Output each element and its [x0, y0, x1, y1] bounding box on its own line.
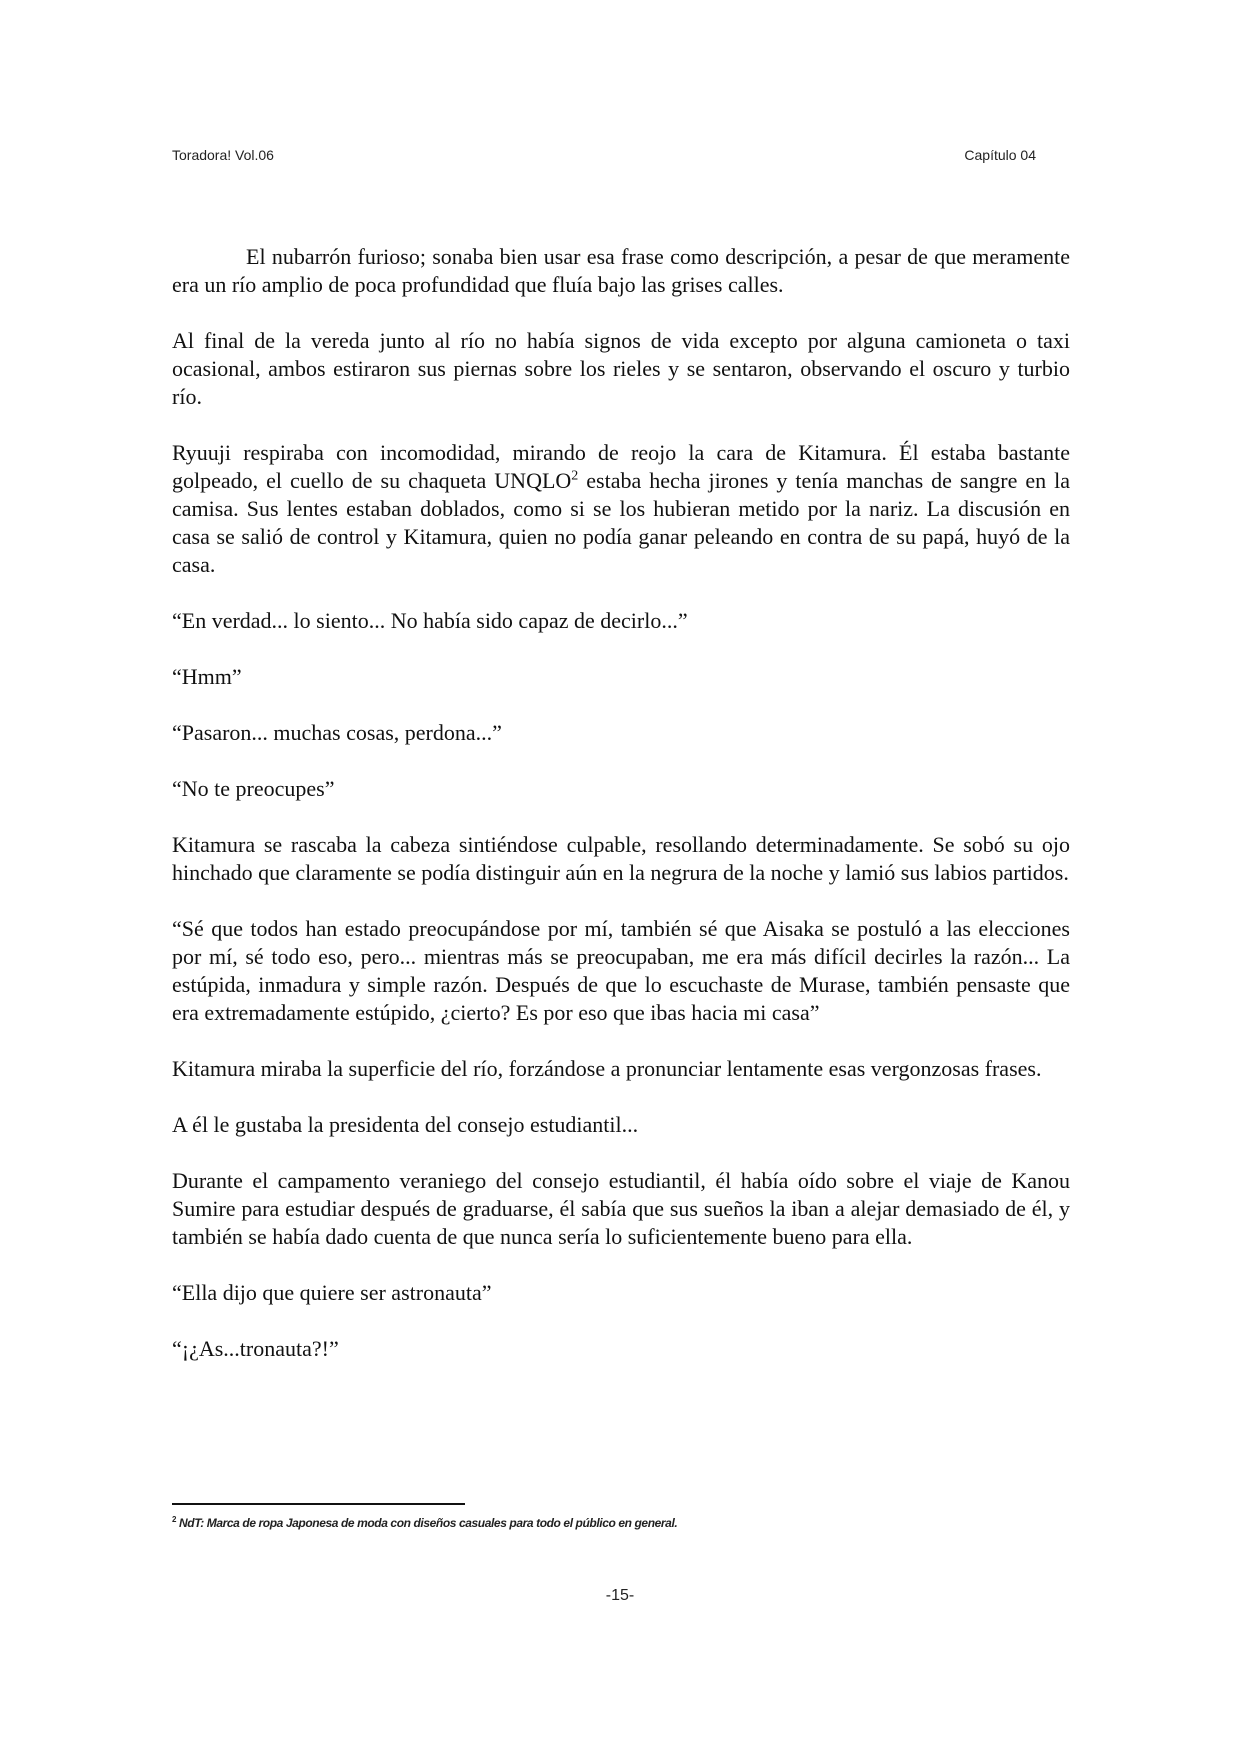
dialogue-line: “¡¿As...tronauta?!” [172, 1336, 339, 1361]
paragraph: Durante el campamento veraniego del consejo estudiantil, él había oído sobre el viaje de Kanou Sumire para estudiar después de graduarse, él sabía que sus sueños la iban a alejar demasiado de él, y también se había dado cuenta de que nunca sería lo suficientemente bueno para ella. [172, 1168, 1070, 1249]
page-number: -15- [605, 1587, 635, 1604]
footnote-separator [172, 1503, 465, 1505]
footnote-number: 2 [172, 1515, 177, 1524]
paragraph: Al final de la vereda junto al río no había signos de vida excepto por alguna camioneta o taxi ocasional, ambos estiraron sus piernas sobre los rieles y se sentaron, observando el oscuro y turbio río. [172, 328, 1070, 409]
footnote-text: NdT: Marca de ropa Japonesa de moda con diseños casuales para todo el público en general. [176, 1516, 678, 1530]
running-header [172, 147, 1036, 163]
paragraph [172, 439, 1070, 579]
paragraph: Kitamura se rascaba la cabeza sintiéndose culpable, resollando determinadamente. Se sobó su ojo hinchado que claramente se podía distinguir aún en la negrura de la noche y lamió sus labios partidos. [172, 832, 1070, 885]
body-text [172, 243, 1070, 1391]
dialogue-line: “Sé que todos han estado preocupándose por mí, también sé que Aisaka se postuló a las elecciones por mí, sé todo eso, pero... mientras más se preocupaban, me era más difícil decirles la razón... La estúpida, inmadura y simple razón. Después de que lo escuchaste de Murase, también pensaste que era extremadamente estúpido, ¿cierto? Es por eso que ibas hacia mi casa” [172, 916, 1070, 1025]
footnote [172, 1516, 1072, 1530]
paragraph-text: estaba hecha jirones y tenía manchas de sangre en la camisa. Sus lentes estaban doblados, como si se los hubieran metido por la nariz. La discusión en casa se salió de control y Kitamura, quien no podía ganar peleando en contra de su papá, huyó de la casa. [172, 468, 1070, 577]
paragraph: A él le gustaba la presidenta del consejo estudiantil... [172, 1112, 639, 1137]
paragraph: Kitamura miraba la superficie del río, forzándose a pronunciar lentamente esas vergonzosas frases. [172, 1056, 1042, 1081]
paragraph: El nubarrón furioso; sonaba bien usar esa frase como descripción, a pesar de que meramente era un río amplio de poca profundidad que fluía bajo las grises calles. [172, 244, 1070, 297]
header-book-title: Toradora! Vol.06 [172, 147, 274, 163]
dialogue-line: “No te preocupes” [172, 776, 335, 801]
header-chapter: Capítulo 04 [964, 147, 1036, 163]
dialogue-line: “Pasaron... muchas cosas, perdona...” [172, 720, 502, 745]
dialogue-line: “En verdad... lo siento... No había sido capaz de decirlo...” [172, 608, 688, 633]
paragraph-text: Ryuuji respiraba con incomodidad, mirando de reojo la cara de Kitamura. Él estaba bastante golpeado, el cuello de su chaqueta UNQLO [172, 440, 1070, 493]
dialogue-line: “Hmm” [172, 664, 242, 689]
footnote-reference: 2 [571, 468, 579, 484]
dialogue-line: “Ella dijo que quiere ser astronauta” [172, 1280, 492, 1305]
